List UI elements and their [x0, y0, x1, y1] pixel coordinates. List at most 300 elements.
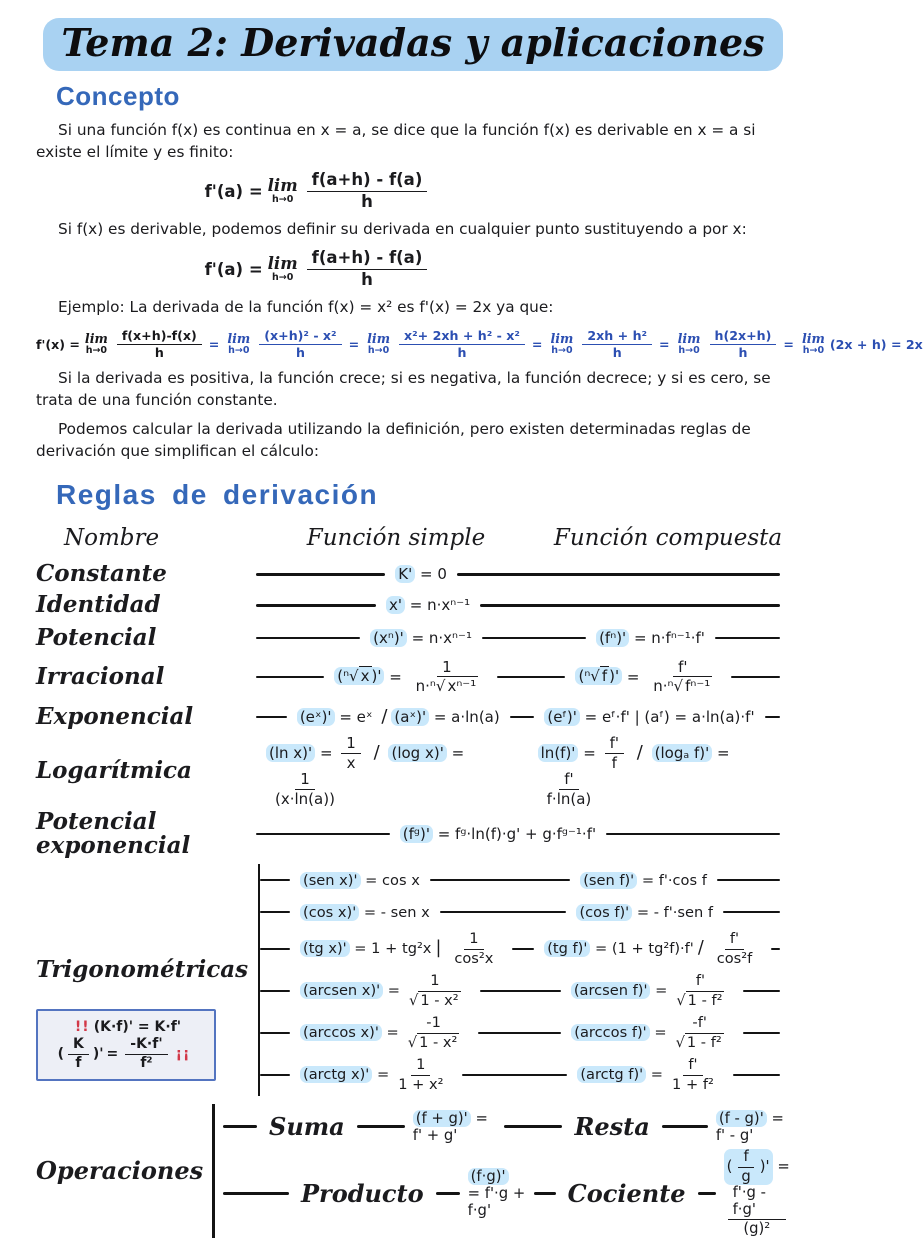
equals-sign: =: [583, 743, 596, 762]
radical-sign: √: [409, 991, 419, 1009]
highlight: ln(f)': [538, 744, 579, 762]
connector-line: [771, 948, 780, 951]
equals-sign: =: [626, 667, 640, 686]
highlight: [724, 1149, 773, 1185]
numerator: f(x+h)-f(x): [117, 329, 202, 345]
denominator: [411, 677, 484, 695]
limit-block: [801, 330, 825, 357]
connector-line: [256, 573, 385, 576]
connector-line: [260, 1032, 290, 1035]
highlight: (cos f)': [576, 904, 632, 921]
column-header-funcion-compuesta: Función compuesta: [553, 524, 783, 551]
denominator: h: [612, 344, 622, 360]
title-bar: [36, 18, 790, 71]
radicand: fⁿ⁻¹: [685, 677, 711, 696]
rule-simple-formula: [300, 973, 470, 1009]
connector-line: [223, 1192, 289, 1195]
separator: /: [373, 741, 380, 763]
separator: /: [381, 706, 388, 728]
radical: [343, 666, 371, 685]
highlight: (xⁿ)': [370, 629, 407, 647]
equals-sign: =: [376, 1066, 390, 1083]
connector-line: [512, 948, 534, 951]
radical-sign: √: [675, 1033, 685, 1051]
column-header-nombre: Nombre: [64, 524, 160, 551]
paren: (: [578, 667, 585, 686]
rule-row-potencial: [36, 621, 790, 655]
radicand: f: [601, 667, 608, 686]
numerator: -f': [687, 1015, 711, 1033]
highlight: (arctg f)': [577, 1066, 646, 1083]
equals-sign: =: [208, 336, 220, 352]
separator: /: [636, 741, 643, 763]
operations-label: Operaciones: [36, 1156, 204, 1186]
connector-line: [731, 676, 780, 679]
rule-simple-formula: [300, 872, 420, 889]
rule-simple-formula: [386, 596, 470, 614]
connector-line: [440, 911, 567, 914]
operations-section: [36, 1104, 790, 1238]
numerator: x²+ 2xh + h² - x²: [399, 329, 525, 345]
trig-row-arcsen: [260, 970, 790, 1012]
highlight: x': [386, 596, 405, 614]
formula-text: = eᶠ·f' | (aᶠ) = a·ln(a)·f': [579, 707, 755, 726]
denominator: 1 + x²: [398, 1075, 444, 1093]
radical: [418, 991, 460, 1009]
denominator: cos²x: [454, 949, 494, 967]
equals-sign: =: [783, 336, 794, 352]
connector-line: [357, 1125, 405, 1128]
equals-sign: =: [659, 336, 670, 352]
numerator: f': [691, 973, 710, 991]
connector-line: [698, 1192, 716, 1195]
numerator: f': [725, 931, 744, 949]
limit-text: lim: [550, 330, 574, 346]
rule-name: Constante: [36, 560, 167, 588]
denominator: f²: [140, 1054, 153, 1071]
fraction: [393, 1057, 448, 1093]
numerator: f': [605, 735, 624, 754]
rule-simple-formula: [297, 706, 500, 727]
connector-line: [743, 1032, 780, 1035]
rule-name: Potencial: [36, 623, 157, 651]
denominator: h: [295, 344, 305, 360]
fraction: [736, 1149, 755, 1185]
table-header-row: [36, 525, 790, 551]
denominator: (g)²: [743, 1220, 771, 1238]
fraction: [728, 1185, 786, 1238]
denominator: cos²f: [716, 949, 753, 967]
radical-sign: √: [676, 991, 686, 1009]
formula-text: = f' - g': [715, 1109, 784, 1144]
derivation-step: [656, 329, 780, 360]
connector-line: [482, 637, 586, 640]
paragraph-reglas-intro: Podemos calcular la derivada utilizando la definición, pero existen determinadas reglas de derivación que simplifican el cálculo:: [36, 420, 751, 461]
operation-formula: [413, 1110, 497, 1144]
paren: (: [726, 1158, 733, 1176]
numerator: 1: [464, 931, 483, 949]
rule-row-potencial-exponencial: [36, 808, 790, 860]
highlight: (f + g)': [413, 1110, 471, 1127]
equals-sign: =: [451, 743, 465, 762]
radical-sign: ⁿ√: [343, 667, 359, 686]
fraction: [449, 931, 498, 967]
derivation-step: [206, 329, 346, 360]
denominator: f·ln(a): [546, 790, 592, 809]
connector-line: [715, 637, 780, 640]
connector-line: [462, 1074, 567, 1077]
rule-compound-formula: [544, 931, 761, 967]
operation-row-producto-cociente: [215, 1149, 790, 1238]
fraction: [270, 771, 340, 808]
numerator: 1: [411, 1057, 430, 1075]
equals-sign: =: [387, 982, 401, 999]
fraction: [125, 1037, 167, 1071]
fraction: [307, 249, 428, 289]
limit-block: [267, 175, 298, 206]
connector-line: [256, 676, 324, 679]
equals-sign: =: [777, 1158, 790, 1176]
limit-subscript: h→0: [367, 345, 390, 357]
highlight: (fⁿ)': [596, 629, 629, 647]
formula-text: = n·xⁿ⁻¹: [404, 596, 471, 615]
connector-line: [256, 637, 360, 640]
limit-subscript: h→0: [802, 345, 825, 357]
formula-lhs: f'(a) =: [204, 259, 263, 279]
derivation-step: [529, 329, 656, 360]
paragraph-signo: Si la derivada es positiva, la función crece; si es negativa, la función decrece; y si es cero, se trata de una función constante.: [36, 368, 771, 409]
radical: [417, 1033, 459, 1051]
rule-compound-formula: [571, 1015, 732, 1051]
rule-compound-formula: [571, 973, 734, 1009]
limit-block: [267, 253, 298, 284]
fraction: [667, 1057, 719, 1093]
rule-simple-formula: [300, 1057, 452, 1093]
paren: (: [337, 667, 344, 686]
numerator: (x+h)² - x²: [259, 329, 341, 345]
fraction: [648, 659, 717, 696]
derivative-definition-formula-2: [205, 249, 432, 289]
highlight: (arccos x)': [300, 1024, 382, 1041]
limit-block: [367, 330, 391, 357]
equals-sign: =: [655, 982, 668, 999]
highlight: (eᶠ)': [544, 708, 580, 726]
numerator: K: [68, 1037, 89, 1055]
numerator: f'·g - f·g': [728, 1185, 786, 1220]
rule-name-line1: Potencial: [36, 807, 157, 835]
radicand: 1 - x²: [420, 991, 459, 1009]
highlight: (arccos f)': [571, 1024, 649, 1041]
highlight: (tg x)': [300, 940, 350, 957]
rule-row-constante: [36, 559, 790, 590]
highlight: [575, 667, 622, 685]
rule-row-logaritmica: [36, 735, 790, 808]
limit-text: lim: [267, 253, 298, 273]
rule-compound-formula: [580, 872, 707, 889]
trig-row-sen: [260, 864, 790, 896]
connector-line: [256, 833, 390, 836]
formula-text: = fᵍ·ln(f)·g' + g·fᵍ⁻¹·f': [432, 825, 597, 843]
fraction: [605, 735, 624, 772]
equals-sign: =: [389, 667, 402, 686]
limit-text: lim: [84, 330, 108, 346]
connector-line: [223, 1125, 257, 1128]
denominator: 1 + f²: [672, 1075, 714, 1093]
fraction: [68, 1037, 89, 1071]
numerator: 1: [425, 973, 444, 991]
rule-name: Identidad: [36, 591, 161, 619]
numerator: 1: [295, 771, 315, 790]
limit-text: lim: [801, 330, 825, 346]
rule-row-identidad: [36, 590, 790, 621]
fraction: [411, 659, 484, 696]
paren: (: [57, 1046, 64, 1063]
numerator: f': [673, 659, 692, 678]
separator: |: [435, 938, 442, 958]
denominator: [648, 677, 717, 695]
trig-row-arccos: [260, 1012, 790, 1054]
derivation-result: (2x + h) = 2x: [829, 336, 923, 352]
exclamation-open: !!: [74, 1019, 90, 1035]
connector-line: [765, 716, 780, 719]
limit-text: lim: [227, 330, 251, 346]
formula-text: = - sen x: [359, 903, 430, 921]
highlight: [334, 667, 384, 685]
formula-lhs: f'(a) =: [204, 181, 263, 201]
numerator: -K·f': [125, 1037, 167, 1055]
denominator: [671, 1034, 729, 1051]
rule-compound-formula: [538, 735, 770, 808]
limit-subscript: h→0: [228, 345, 250, 357]
radical-sign: ⁿ√: [667, 677, 684, 696]
formula-text: = - f'·sen f: [632, 903, 713, 921]
rule-name: Logarítmica: [36, 757, 192, 785]
connector-line: [733, 1074, 780, 1077]
fraction: [399, 329, 525, 360]
numerator: 2xh + h²: [582, 329, 652, 345]
paragraph-derivable: Si f(x) es derivable, podemos definir su derivada en cualquier punto sustituyendo a por x:: [58, 220, 747, 239]
limit-block: [84, 330, 108, 357]
note-line-1: [42, 1019, 210, 1035]
rule-compound-formula: [544, 708, 754, 726]
denominator: h: [154, 344, 164, 360]
trig-row-tg: [260, 928, 790, 970]
operation-row-suma-resta: [215, 1104, 790, 1149]
highlight: (tg f)': [544, 940, 590, 957]
radicand: 1 - x²: [419, 1033, 458, 1051]
derivation-lhs: f'(x) =: [36, 336, 80, 352]
limit-subscript: h→0: [678, 345, 700, 357]
highlight: (fᵍ)': [400, 825, 433, 843]
connector-line: [260, 1074, 290, 1077]
section-heading-reglas: Reglas de derivación: [56, 478, 379, 510]
connector-line: [606, 833, 780, 836]
fraction: [117, 329, 202, 360]
rule-name-line2: exponencial: [36, 832, 191, 859]
operations-rows: [212, 1104, 790, 1238]
rule-simple-formula: [300, 904, 430, 921]
paren-prime: )': [92, 1046, 104, 1063]
connector-line: [510, 716, 535, 719]
denominator: [403, 1034, 465, 1051]
limit-block: [677, 330, 701, 357]
connector-line: [504, 1125, 562, 1128]
note-box: [36, 1009, 216, 1081]
denominator: h: [457, 344, 467, 360]
numerator: f(a+h) - f(a): [307, 171, 428, 191]
highlight: (arctg x)': [300, 1066, 372, 1083]
connector-line: [256, 604, 376, 607]
rule-simple-formula: [334, 659, 487, 696]
highlight: (f - g)': [716, 1110, 767, 1127]
connector-line: [497, 676, 565, 679]
paren-prime: )': [759, 1158, 770, 1176]
operation-name: Resta: [574, 1112, 650, 1141]
connector-line: [260, 911, 290, 914]
highlight: (f·g)': [468, 1168, 509, 1185]
rule-formula: [400, 825, 596, 843]
radical-sign: ⁿ√: [429, 677, 446, 696]
limit-subscript: h→0: [85, 345, 108, 357]
fraction: [404, 973, 466, 1009]
formula-text: = n·xⁿ⁻¹: [406, 628, 472, 647]
formula-text: = n·fⁿ⁻¹·f': [629, 628, 705, 647]
operation-formula: [468, 1168, 526, 1219]
trig-rows: [258, 864, 790, 1096]
limit-subscript: h→0: [551, 345, 573, 357]
derivative-definition-formula: [205, 171, 432, 211]
fraction: [671, 1015, 729, 1051]
rule-compound-formula: [576, 904, 713, 921]
fraction: [403, 1015, 465, 1051]
radical: [686, 991, 725, 1009]
rule-row-irracional: [36, 655, 790, 699]
operation-name: Suma: [269, 1112, 345, 1141]
example-derivation: [36, 327, 923, 360]
radical: [668, 676, 713, 695]
connector-line: [480, 604, 780, 607]
radicand: xⁿ⁻¹: [447, 677, 477, 696]
limit-text: lim: [677, 330, 701, 346]
derivation-step: [346, 329, 529, 360]
connector-line: [457, 573, 780, 576]
formula-text: = a·ln(a): [429, 708, 500, 727]
derivation-step: [36, 329, 206, 360]
column-header-funcion-simple: Función simple: [306, 524, 486, 551]
denominator: [404, 992, 466, 1009]
operation-name: Producto: [301, 1178, 424, 1208]
fraction: [341, 735, 361, 772]
rule-name: Irracional: [36, 662, 165, 690]
fraction: [712, 931, 758, 967]
connector-line: [534, 1192, 556, 1195]
formula-text: = eˣ: [334, 708, 378, 727]
limit-subscript: h→0: [271, 194, 294, 206]
rule-compound-formula: [577, 1057, 722, 1093]
paragraph-definition: Si una función f(x) es continua en x = a, se dice que la función f(x) es derivable en x = a si existe el límite y es finito:: [36, 121, 756, 161]
connector-line: [480, 990, 561, 993]
equals-sign: =: [654, 1024, 667, 1041]
rule-name: Exponencial: [36, 702, 194, 730]
numerator: 1: [341, 735, 361, 754]
rule-compound-formula: [596, 629, 705, 647]
fraction: [259, 329, 341, 360]
radicand: 1 - f²: [687, 991, 723, 1009]
rule-name: [36, 807, 246, 859]
connector-line: [256, 716, 287, 719]
denominator: x: [346, 753, 356, 772]
formula-text: = (1 + tg²f)·f': [590, 940, 694, 957]
paren-prime: )': [609, 667, 620, 686]
operation-formula: [724, 1149, 790, 1238]
numerator: 1: [437, 659, 457, 678]
highlight: (sen x)': [300, 872, 361, 889]
connector-line: [260, 990, 290, 993]
denominator: h: [361, 269, 373, 289]
formula-text: = f' + g': [412, 1109, 488, 1144]
limit-text: lim: [367, 330, 391, 346]
radicand: 1 - f²: [686, 1033, 722, 1051]
formula-text: = f'·g + f·g': [467, 1184, 526, 1219]
connector-line: [478, 1032, 561, 1035]
highlight: (arcsen f)': [571, 982, 651, 999]
denominator: f: [611, 753, 617, 772]
equals-sign: =: [531, 336, 543, 352]
trig-left-column: [36, 864, 258, 1096]
equals-sign: =: [386, 1024, 399, 1041]
highlight: (logₐ f)': [652, 744, 713, 762]
highlight: (eˣ)': [297, 708, 335, 726]
trig-section: [36, 864, 790, 1096]
den-prefix: n·: [653, 677, 668, 696]
note-line-2: [42, 1037, 210, 1071]
radical: [685, 1033, 724, 1051]
equals-sign: =: [348, 336, 360, 352]
radical-sign: ⁿ√: [584, 667, 600, 686]
radical-sign: √: [407, 1033, 418, 1051]
formula-text: = 1 + tg²x: [349, 940, 432, 957]
equals-sign: =: [319, 743, 333, 762]
formula-text: = 0: [415, 565, 447, 584]
rule-simple-formula: [300, 931, 502, 967]
rule-simple-formula: [266, 735, 518, 808]
highlight: (log x)': [388, 744, 446, 762]
denominator: f: [75, 1054, 82, 1071]
numerator: -1: [421, 1015, 446, 1033]
radical: [584, 666, 609, 685]
equals-sign: =: [717, 743, 730, 762]
section-heading-concepto: Concepto: [56, 81, 180, 111]
denominator: [671, 992, 729, 1009]
radicand: x: [360, 667, 370, 686]
highlight: (aˣ)': [391, 708, 429, 726]
fraction: [307, 171, 428, 211]
highlight: (arcsen x)': [300, 982, 383, 999]
note-formula: (K·f)' = K·f': [93, 1019, 182, 1035]
denominator: g: [741, 1167, 751, 1185]
connector-line: [260, 948, 290, 951]
equals-sign: =: [106, 1046, 119, 1063]
derivation-step: [780, 330, 923, 357]
highlight: (cos x)': [300, 904, 359, 921]
numerator: h(2x+h): [710, 329, 777, 345]
formula-text: = f'·cos f: [637, 871, 707, 889]
formula-text: = cos x: [360, 871, 420, 889]
rule-simple-formula: [370, 629, 472, 647]
highlight: K': [395, 565, 415, 583]
numerator: f: [738, 1149, 753, 1168]
numerator: f': [559, 771, 578, 790]
